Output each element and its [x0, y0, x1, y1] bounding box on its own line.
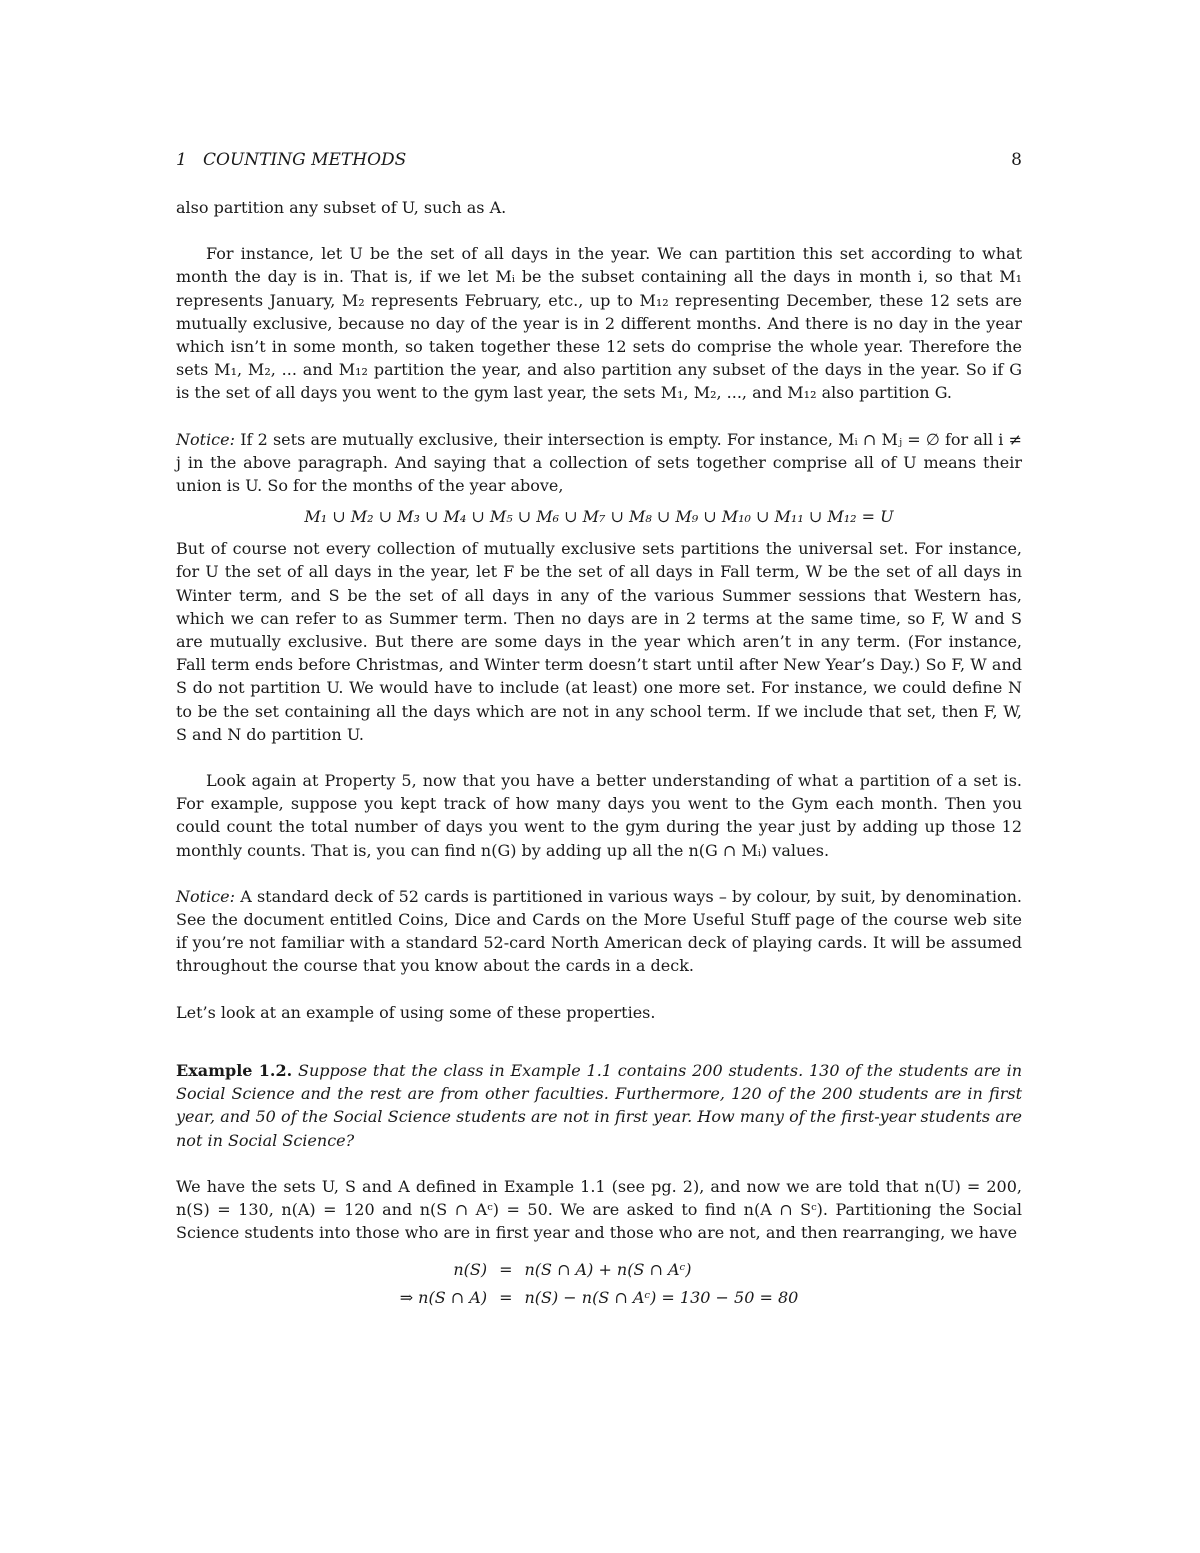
equation-op: = — [499, 1260, 513, 1280]
equation-lhs: ⇒ n(S ∩ A) — [399, 1288, 488, 1308]
equation-row — [394, 1284, 805, 1312]
equation-array — [394, 1256, 805, 1312]
paragraph-intro-example: Let’s look at an example of using some of these properties. — [176, 1002, 656, 1022]
notice-label: Notice: — [176, 886, 235, 906]
equation-op: = — [499, 1288, 513, 1308]
example-label: Example 1.2. — [176, 1060, 293, 1080]
notice-text: If 2 sets are mutually exclusive, their intersection is empty. For instance, Mᵢ ∩ Mⱼ = ∅ for all i ≠ j in the above paragraph. And saying that a collection of sets together comprise all of U means their union is U. So for the months of the year above, — [176, 429, 1023, 496]
section-title: 1 COUNTING METHODS — [176, 150, 407, 170]
notice-text: A standard deck of 52 cards is partitioned in various ways – by colour, by suit, by denomination. See the document entitled Coins, Dice and Cards on the More Useful Stuff page of the course web site if you’re not familiar with a standard 52-card North American deck of playing cards. It will be assumed throughout the course that you know about the cards in a deck. — [176, 886, 1022, 976]
equation-lhs: n(S) — [453, 1260, 488, 1280]
paragraph-terms-example: But of course not every collection of mutually exclusive sets partitions the universal set. For instance, for U the set of all days in the year, let F be the set of all days in Fall term, W be the set of all days in Winter term, and S be the set of all days in any of the various Summer sessions that Western has, which we can refer to as Summer term. Then no days are in 2 terms at the same time, so F, W and S are mutually exclusive. But there are some days in the year which aren’t in any term. (For instance, Fall term ends before Christmas, and Winter term doesn’t start until after New Year’s Day.) So F, W and S do not partition U. We would have to include (at least) one more set. For instance, we could define N to be the set containing all the days which are not in any school term. If we include that set, then F, W, S and N do partition U. — [176, 539, 1022, 744]
example-1-2 — [176, 1059, 1022, 1152]
notice-label: Notice: — [176, 429, 235, 449]
paragraph-property-5: Look again at Property 5, now that you have a better understanding of what a partition of a set is. For example, suppose you kept track of how many days you went to the Gym each month. Then you could count the total number of days you went to the gym during the year just by adding up those 12 monthly counts. That is, you can find n(G) by adding up all the n(G ∩ Mᵢ) values. — [176, 771, 1022, 860]
page-number: 8 — [1011, 150, 1022, 170]
equation-rhs: n(S ∩ A) + n(S ∩ Aᶜ) — [524, 1260, 692, 1280]
paragraph-solution: We have the sets U, S and A defined in Example 1.1 (see pg. 2), and now we are told that n(U) = 200, n(S) = 130, n(A) = 120 and n(S ∩ Aᶜ) = 50. We are asked to find n(A ∩ Sᶜ). Partitioning the Social Science students into those who are in first year and those who are not, and then rearranging, we have — [176, 1176, 1022, 1243]
paragraph-continuation: also partition any subset of U, such as A. — [176, 198, 507, 217]
equation-row — [394, 1256, 805, 1284]
paragraph-notice-intersection — [176, 428, 1022, 498]
running-header — [176, 150, 1022, 174]
equation-rhs: n(S) − n(S ∩ Aᶜ) = 130 − 50 = 80 — [524, 1288, 799, 1308]
paragraph-months-partition: For instance, let U be the set of all days in the year. We can partition this set according to what month the day is in. That is, if we let Mᵢ be the subset containing all the days in month i, so that M₁ represents January, M₂ represents February, etc., up to M₁₂ representing December, these 12 sets are mutually exclusive, because no day of the year is in 2 different months. And there is no day in the year which isn’t in some month, so taken together these 12 sets do comprise the whole year. Therefore the sets M₁, M₂, ... and M₁₂ partition the year, and also partition any subset of the days in the year. So if G is the set of all days you went to the gym last year, the sets M₁, M₂, ..., and M₁₂ also partition G. — [176, 244, 1022, 403]
document-page — [176, 150, 1022, 1312]
example-text: Suppose that the class in Example 1.1 contains 200 students. 130 of the students are in Social Science and the rest are from other faculties. Furthermore, 120 of the 200 students are in first year, and 50 of the Social Science students are not in first year. How many of the first-year students are not in Social Science? — [176, 1060, 1023, 1150]
union-equation: M₁ ∪ M₂ ∪ M₃ ∪ M₄ ∪ M₅ ∪ M₆ ∪ M₇ ∪ M₈ ∪ M₉ ∪ M₁₀ ∪ M₁₁ ∪ M₁₂ = U — [304, 507, 894, 527]
paragraph-notice-cards — [176, 885, 1022, 978]
